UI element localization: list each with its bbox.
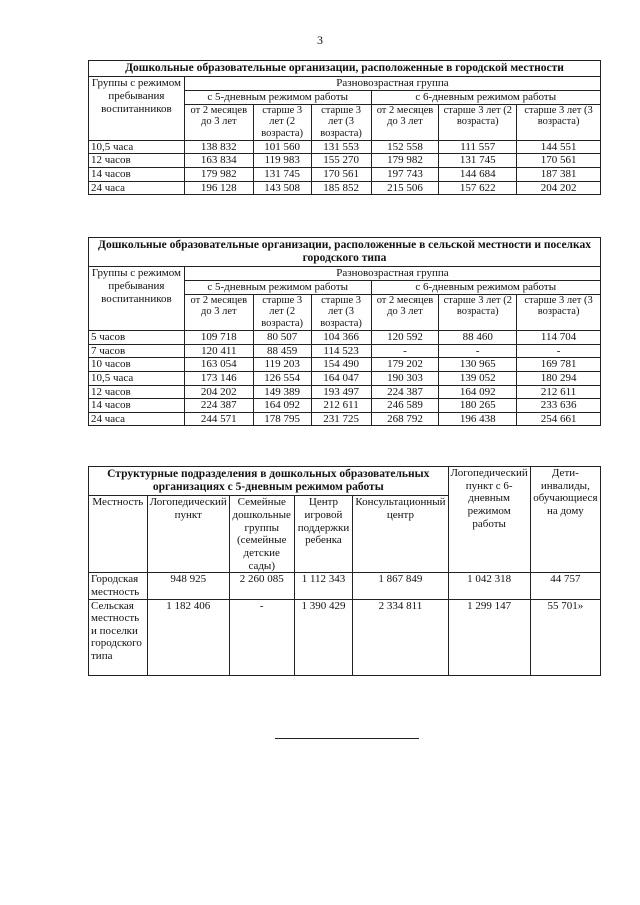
table-cell: 212 611 xyxy=(311,399,371,413)
table-cell: - xyxy=(229,599,294,675)
table-cell: 1 182 406 xyxy=(147,599,229,675)
table-row xyxy=(89,371,601,385)
table-cell: 119 203 xyxy=(253,358,311,372)
table-cell: 233 636 xyxy=(517,399,601,413)
col-header-locality: Местность xyxy=(89,496,148,573)
row-label: 10,5 часа xyxy=(89,371,185,385)
table-cell: - xyxy=(439,344,517,358)
table-cell: 246 589 xyxy=(371,399,439,413)
row-label: 14 часов xyxy=(89,168,185,182)
table-cell: 88 460 xyxy=(439,330,517,344)
col-header-logo5: Логопедический пункт xyxy=(147,496,229,573)
rural-col-header: старше 3 лет (3 возраста) xyxy=(311,294,371,330)
table-cell: 152 558 xyxy=(371,140,439,154)
table-row xyxy=(89,358,601,372)
table-cell: 254 661 xyxy=(517,412,601,426)
urban-col-header: старше 3 лет (3 возраста) xyxy=(517,104,601,140)
table-cell: 190 303 xyxy=(371,371,439,385)
table-cell: 139 052 xyxy=(439,371,517,385)
table-row xyxy=(89,154,601,168)
table-cell: 179 982 xyxy=(371,154,439,168)
table-cell: 144 684 xyxy=(439,168,517,182)
table-cell: 180 294 xyxy=(517,371,601,385)
table-cell: 179 202 xyxy=(371,358,439,372)
table-cell: 178 795 xyxy=(253,412,311,426)
table-cell: 1 390 429 xyxy=(294,599,353,675)
table-cell: 154 490 xyxy=(311,358,371,372)
table-cell: 126 554 xyxy=(253,371,311,385)
table-cell: 193 497 xyxy=(311,385,371,399)
col-header-logo6: Логопедический пункт с 6-дневным режимом работы xyxy=(448,467,530,573)
table-row xyxy=(89,344,601,358)
table-cell: 109 718 xyxy=(184,330,253,344)
col-header-consult: Консультационный центр xyxy=(353,496,448,573)
col-header-play: Центр игровой поддержки ребенка xyxy=(294,496,353,573)
table-cell: - xyxy=(517,344,601,358)
table-cell: 120 592 xyxy=(371,330,439,344)
table-cell: 101 560 xyxy=(253,140,311,154)
table-cell: 164 092 xyxy=(439,385,517,399)
table-cell: 215 506 xyxy=(371,181,439,195)
rural-group-header: Группы с режимом пребывания воспитанников xyxy=(89,267,185,331)
row-label: 24 часа xyxy=(89,412,185,426)
urban-six-day-header: с 6-дневным режимом работы xyxy=(371,90,600,104)
rural-five-day-header: с 5-дневным режимом работы xyxy=(184,281,371,295)
table-cell: 1 112 343 xyxy=(294,573,353,599)
table-row xyxy=(89,573,601,599)
urban-col-header: от 2 месяцев до 3 лет xyxy=(184,104,253,140)
rural-table-title: Дошкольные образовательные организации, расположенные в сельской местности и поселках городского типа xyxy=(89,238,601,267)
table-cell: 114 523 xyxy=(311,344,371,358)
table-cell: 44 757 xyxy=(530,573,600,599)
col-header-disabled: Дети-инвалиды, обучающиеся на дому xyxy=(530,467,600,573)
table-cell: 88 459 xyxy=(253,344,311,358)
structural-units-table xyxy=(88,466,601,676)
table-cell: - xyxy=(371,344,439,358)
table-cell: 155 270 xyxy=(311,154,371,168)
end-divider xyxy=(275,738,419,739)
table-row xyxy=(89,599,601,675)
row-label: 7 часов xyxy=(89,344,185,358)
table-cell: 196 128 xyxy=(184,181,253,195)
table-cell: 138 832 xyxy=(184,140,253,154)
row-label: 24 часа xyxy=(89,181,185,195)
urban-five-day-header: с 5-дневным режимом работы xyxy=(184,90,371,104)
table-cell: 173 146 xyxy=(184,371,253,385)
rural-tariff-table xyxy=(88,237,601,426)
table-cell: 197 743 xyxy=(371,168,439,182)
table-cell: 120 411 xyxy=(184,344,253,358)
row-label: 14 часов xyxy=(89,399,185,413)
table-cell: 131 745 xyxy=(253,168,311,182)
urban-col-header: старше 3 лет (2 возраста) xyxy=(253,104,311,140)
row-label: Городская местность xyxy=(89,573,148,599)
table-cell: 1 042 318 xyxy=(448,573,530,599)
table-cell: 204 202 xyxy=(517,181,601,195)
row-label: 10,5 часа xyxy=(89,140,185,154)
rural-col-header: старше 3 лет (3 возраста) xyxy=(517,294,601,330)
table-row xyxy=(89,181,601,195)
row-label: 12 часов xyxy=(89,154,185,168)
table-cell: 170 561 xyxy=(311,168,371,182)
table-cell: 111 557 xyxy=(439,140,517,154)
table-cell: 1 299 147 xyxy=(448,599,530,675)
table-cell: 196 438 xyxy=(439,412,517,426)
row-label: Сельская местность и поселки городского типа xyxy=(89,599,148,675)
structural-table-title: Структурные подразделения в дошкольных образовательных организациях с 5-дневным режимом работы xyxy=(89,467,449,496)
rural-col-header: старше 3 лет (2 возраста) xyxy=(439,294,517,330)
table-cell: 163 054 xyxy=(184,358,253,372)
table-cell: 163 834 xyxy=(184,154,253,168)
table-row xyxy=(89,140,601,154)
table-cell: 164 047 xyxy=(311,371,371,385)
table-cell: 80 507 xyxy=(253,330,311,344)
rural-col-header: от 2 месяцев до 3 лет xyxy=(371,294,439,330)
urban-col-header: старше 3 лет (2 возраста) xyxy=(439,104,517,140)
table-cell: 104 366 xyxy=(311,330,371,344)
table-cell: 2 260 085 xyxy=(229,573,294,599)
table-cell: 2 334 811 xyxy=(353,599,448,675)
table-cell: 143 508 xyxy=(253,181,311,195)
table-cell: 157 622 xyxy=(439,181,517,195)
table-row xyxy=(89,399,601,413)
urban-group-header: Группы с режимом пребывания воспитанников xyxy=(89,77,185,141)
table-cell: 149 389 xyxy=(253,385,311,399)
row-label: 12 часов xyxy=(89,385,185,399)
table-cell: 55 701» xyxy=(530,599,600,675)
rural-col-header: от 2 месяцев до 3 лет xyxy=(184,294,253,330)
rural-six-day-header: с 6-дневным режимом работы xyxy=(371,281,600,295)
table-cell: 948 925 xyxy=(147,573,229,599)
table-cell: 268 792 xyxy=(371,412,439,426)
table-cell: 204 202 xyxy=(184,385,253,399)
table-row xyxy=(89,168,601,182)
table-cell: 212 611 xyxy=(517,385,601,399)
table-cell: 114 704 xyxy=(517,330,601,344)
urban-table-title: Дошкольные образовательные организации, расположенные в городской местности xyxy=(89,61,601,77)
col-header-family: Семейные дошкольные группы (семейные детские сады) xyxy=(229,496,294,573)
rural-col-header: старше 3 лет (2 возраста) xyxy=(253,294,311,330)
urban-age-group-header: Разновозрастная группа xyxy=(184,77,600,91)
table-row xyxy=(89,385,601,399)
table-cell: 164 092 xyxy=(253,399,311,413)
table-cell: 119 983 xyxy=(253,154,311,168)
table-cell: 187 381 xyxy=(517,168,601,182)
page-number: 3 xyxy=(317,33,323,47)
urban-col-header: старше 3 лет (3 возраста) xyxy=(311,104,371,140)
table-row xyxy=(89,412,601,426)
table-cell: 231 725 xyxy=(311,412,371,426)
row-label: 10 часов xyxy=(89,358,185,372)
table-cell: 170 561 xyxy=(517,154,601,168)
table-cell: 224 387 xyxy=(371,385,439,399)
table-cell: 179 982 xyxy=(184,168,253,182)
table-cell: 224 387 xyxy=(184,399,253,413)
rural-age-group-header: Разновозрастная группа xyxy=(184,267,600,281)
table-cell: 144 551 xyxy=(517,140,601,154)
table-cell: 1 867 849 xyxy=(353,573,448,599)
table-cell: 131 745 xyxy=(439,154,517,168)
urban-tariff-table xyxy=(88,60,601,195)
row-label: 5 часов xyxy=(89,330,185,344)
table-cell: 130 965 xyxy=(439,358,517,372)
table-cell: 185 852 xyxy=(311,181,371,195)
table-cell: 244 571 xyxy=(184,412,253,426)
table-cell: 169 781 xyxy=(517,358,601,372)
urban-col-header: от 2 месяцев до 3 лет xyxy=(371,104,439,140)
table-cell: 180 265 xyxy=(439,399,517,413)
table-cell: 131 553 xyxy=(311,140,371,154)
table-row xyxy=(89,330,601,344)
